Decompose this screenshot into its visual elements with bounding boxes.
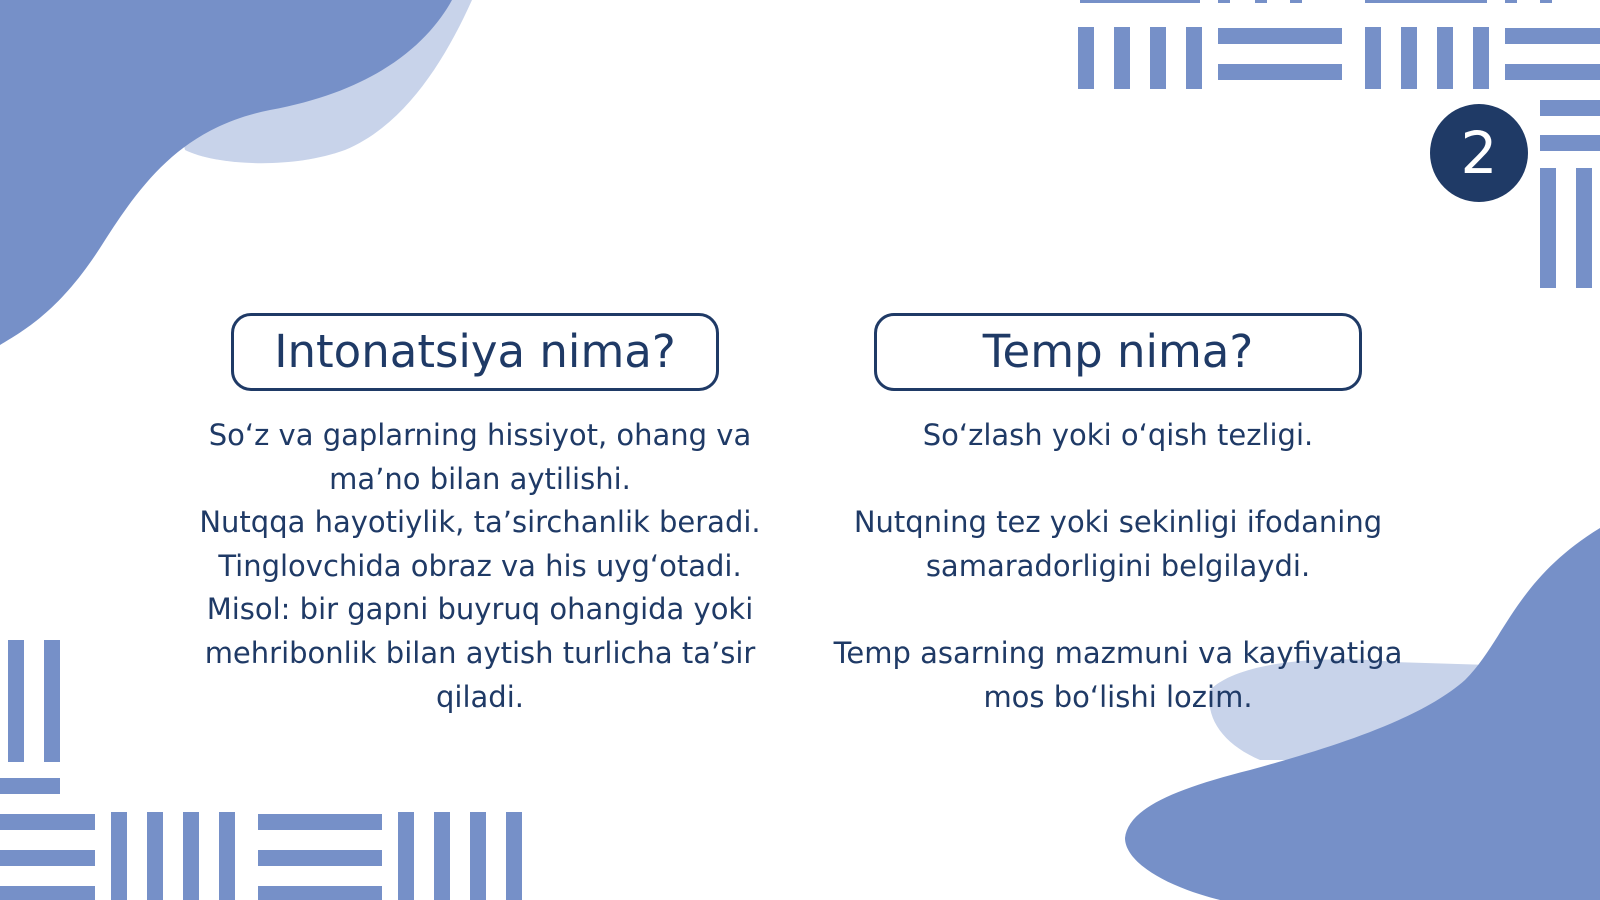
intonation-line-6: mehribonlik bilan aytish turlicha ta’sir xyxy=(204,635,756,670)
top-left-blob xyxy=(0,0,452,345)
tempo-line-1: So‘zlash yoki o‘qish tezligi. xyxy=(922,418,1314,452)
tempo-line-3: samaradorligini belgilaydi. xyxy=(925,548,1311,583)
intonation-line-1: So‘z va gaplarning hissiyot, ohang va xyxy=(208,418,752,452)
tempo-gap-1 xyxy=(808,458,1428,502)
tempo-line-5: mos bo‘lishi lozim. xyxy=(983,679,1253,714)
tempo-line-2: Nutqning tez yoki sekinligi ifodaning xyxy=(853,505,1383,540)
intonation-line-7: qiladi. xyxy=(436,679,524,714)
intonation-line-4: Tinglovchida obraz va his uyg‘otadi. xyxy=(218,548,742,583)
tempo-line-4: Temp asarning mazmuni va kayfiyatiga xyxy=(833,635,1403,670)
intonation-line-3: Nutqqa hayotiylik, ta’sirchanlik beradi. xyxy=(199,505,761,540)
tempo-heading: Temp nima? xyxy=(874,313,1362,391)
intonation-line-2: ma’no bilan aytilishi. xyxy=(329,461,631,496)
intonation-line-5: Misol: bir gapni buyruq ohangida yoki xyxy=(206,592,754,627)
intonation-text xyxy=(170,414,790,719)
tempo-text xyxy=(808,414,1428,719)
tempo-gap-2 xyxy=(808,588,1428,632)
slide-number-badge: 2 xyxy=(1430,104,1528,202)
intonation-heading: Intonatsiya nima? xyxy=(231,313,719,391)
